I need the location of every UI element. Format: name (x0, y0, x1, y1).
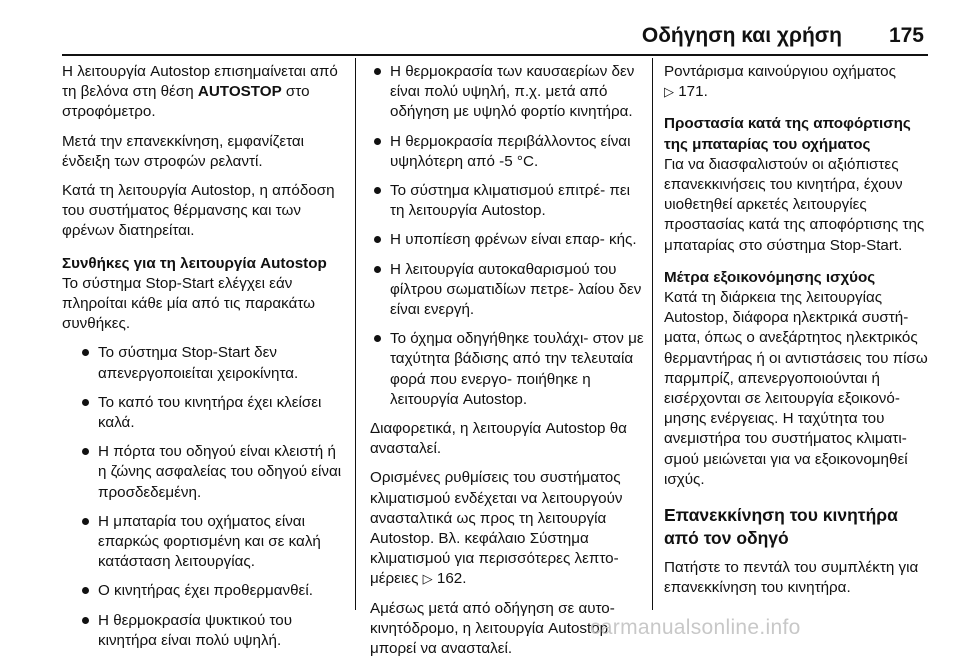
list-item: Η θερμοκρασία ψυκτικού του κινητήρα είναι πολύ υψηλή. (62, 611, 348, 651)
list-item: Το σύστημα Stop-Start δεν απενεργοποιείται χειροκίνητα. (62, 343, 348, 383)
list-item: Το καπό του κινητήρα έχει κλείσει καλά. (62, 393, 348, 433)
paragraph: Ορισμένες ρυθμίσεις του συστήματος κλιματισμού ενδέχεται να λειτουργούν ανασταλτικά ως προς τη λειτουργία Autostop. Βλ. κεφάλαιο Σύστημα κλιματισμού για περισσότερες λεπτο‐ μέρειες ▷ 162. (370, 469, 623, 588)
page-ref-link[interactable]: 162. (436, 570, 467, 588)
bullet-list (370, 62, 648, 410)
list-item: Η μπαταρία του οχήματος είναι επαρκώς φορτισμένη και σε καλή κατάσταση λειτουργίας. (62, 512, 348, 573)
list-item: Το σύστημα κλιματισμού επιτρέ‐ πει τη λειτουργία Autostop. (370, 181, 648, 221)
list-item: Η θερμοκρασία περιβάλλοντος είναι υψηλότερη από -5 °C. (370, 132, 648, 172)
list-item: Η πόρτα του οδηγού είναι κλειστή ή η ζώνης ασφαλείας του οδηγού είναι προσδεδεμένη. (62, 442, 348, 503)
paragraph: Ροντάρισμα καινούργιου οχήματος ▷ 171. (664, 63, 896, 101)
autostop-label: AUTOSTOP (197, 83, 282, 101)
paragraph: Για να διασφαλιστούν οι αξιόπιστες επανεκκινήσεις του κινητήρα, έχουν υιοθετηθεί αρκετές λειτουργίες προστασίας κατά της αποφόρτισης της μπαταρίας στο σύστημα Stop-Start. (664, 155, 925, 254)
paragraph: Μετά την επανεκκίνηση, εμφανίζεται ένδειξη των στροφών ρελαντί. (62, 132, 305, 170)
header-rule (62, 54, 928, 56)
page-ref-link[interactable]: 171. (678, 83, 708, 101)
section-title: Οδήγηση και χρήση (641, 24, 842, 47)
column-3 (664, 62, 932, 607)
page-ref-arrow-icon: ▷ (664, 84, 674, 100)
bullet-list (62, 343, 348, 651)
list-item: Ο κινητήρας έχει προθερμανθεί. (62, 581, 348, 601)
column-1 (62, 62, 348, 660)
section-heading: Συνθήκες για τη λειτουργία Autostop (62, 254, 327, 272)
list-item: Η λειτουργία αυτοκαθαρισμού του φίλτρου σωματιδίων πετρε‐ λαίου δεν είναι ενεργή. (370, 260, 648, 321)
paragraph: Πατήστε το πεντάλ του συμπλέκτη για επανεκκίνηση του κινητήρα. (664, 559, 919, 597)
list-item: Η υποπίεση φρένων είναι επαρ‐ κής. (370, 230, 648, 250)
page-ref-arrow-icon: ▷ (422, 571, 433, 587)
paragraph: Αμέσως μετά από οδήγηση σε αυτο‐ κινητόδρομο, η λειτουργία Autostop μπορεί να ανασταλεί. (370, 599, 615, 658)
list-item: Το όχημα οδηγήθηκε τουλάχι‐ στον με ταχύτητα βάδισης από την τελευταία φορά που ενεργο‐ ποιήθηκε η λειτουργία Autostop. (370, 329, 648, 410)
watermark: carmanualsonline.info (590, 616, 801, 639)
column-divider-1 (355, 58, 356, 610)
paragraph: Κατά τη διάρκεια της λειτουργίας Autostop, διάφορα ηλεκτρικά συστή‐ ματα, όπως ο ανεξάρτητος ηλεκτρικός θερμαντήρας ή οι αντιστάσεις του πίσω παρμπρίζ, απενεργοποιούνται ή εισέρχονται σε λειτουργία εξοικονό‐ μησης ενέργειας. Η ταχύτητα του ανεμιστήρα του συστήματος κλιματι‐ σμού μειώνεται για να εξοικονομηθεί ισχύς. (664, 289, 928, 488)
page-number: 175 (888, 24, 924, 47)
paragraph: Κατά τη λειτουργία Autostop, η απόδοση του συστήματος θέρμανσης και των φρένων διατηρείται. (62, 182, 335, 240)
paragraph: Η λειτουργία Autostop επισημαίνεται από τη βελόνα στη θέση AUTOSTOP στο στροφόμετρο. (62, 63, 338, 121)
paragraph: Το σύστημα Stop-Start ελέγχει εάν πληροίται κάθε μία από τις παρακάτω συνθήκες. (62, 274, 316, 333)
paragraph: Διαφορετικά, η λειτουργία Autostop θα ανασταλεί. (370, 420, 627, 458)
list-item: Η θερμοκρασία των καυσαερίων δεν είναι πολύ υψηλή, π.χ. μετά από οδήγηση με υψηλό φορτίο κινητήρα. (370, 62, 648, 123)
page-header (0, 0, 960, 58)
section-heading: Προστασία κατά της αποφόρτισης της μπαταρίας του οχήματος (664, 115, 911, 153)
column-2 (370, 62, 648, 668)
section-heading: Μέτρα εξοικονόμησης ισχύος (664, 268, 876, 286)
column-divider-2 (652, 58, 653, 610)
chapter-heading: Επανεκκίνηση του κινητήρα από τον οδηγό (664, 505, 898, 549)
